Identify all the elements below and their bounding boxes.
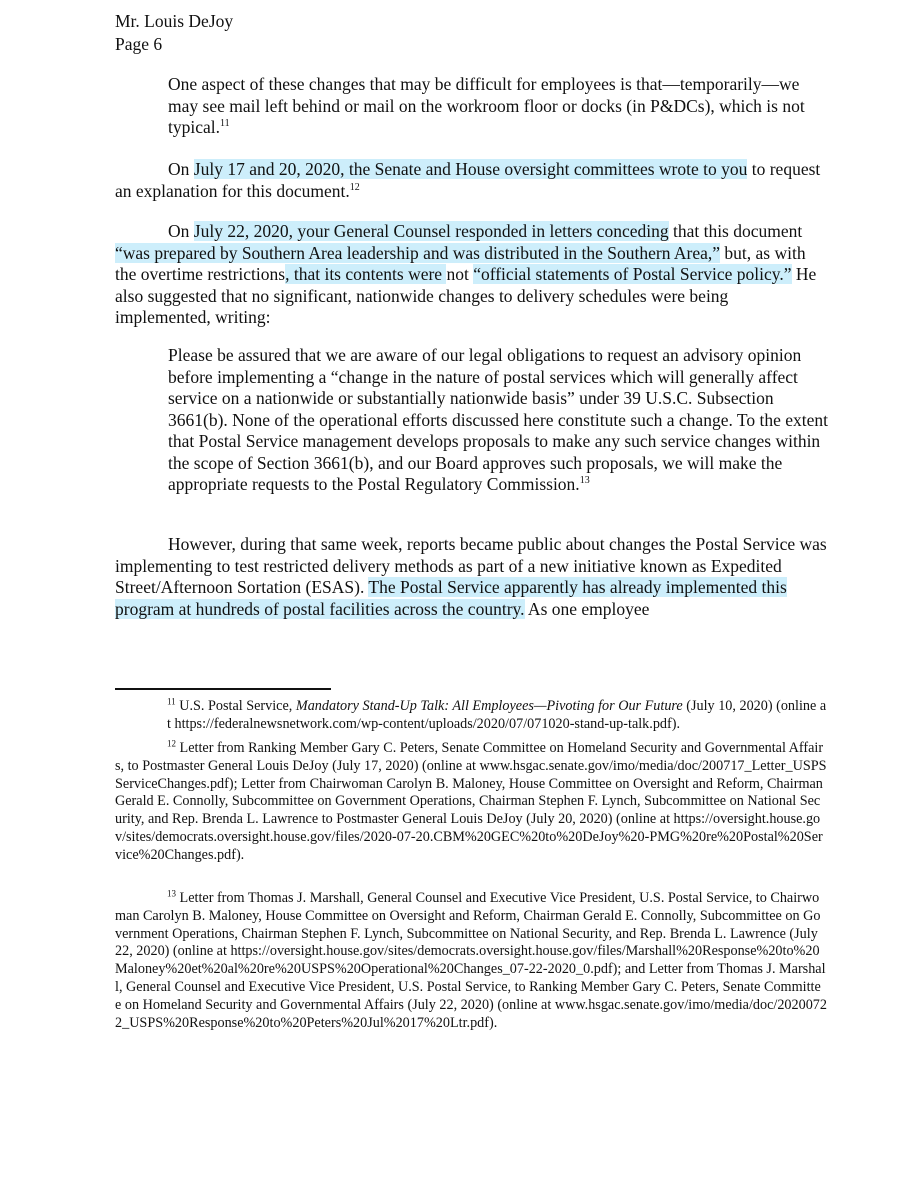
page-number: Page 6 bbox=[115, 34, 163, 54]
footnote-13 bbox=[115, 890, 827, 1032]
footnote-13-text: Letter from Thomas J. Marshall, General Counsel and Executive Vice President, U.S. Postal Service, to Chairwoman Carolyn B. Maloney, House Committee on Oversight and Reform, Chairman Gerald E. Connolly, Subcommittee on Government Operations, Chairman Stephen F. Lynch, Subcommittee on National Security, and Rep. Brenda L. Lawrence (July 22, 2020) (online at https://oversight.house.gov/sites/democrats.oversight.house.gov/files/Marshall%20Response%20to%20Maloney%20et%20al%20re%20USPS%20Operational%20Changes_07-22-2020_0.pdf); and Letter from Thomas J. Marshall, General Counsel and Executive Vice President, U.S. Postal Service, to Ranking Member Gary C. Peters, Senate Committee on Homeland Security and Governmental Affairs (July 22, 2020) (online at www.hsgac.senate.gov/imo/media/doc/20200722_USPS%20Response%20to%20Peters%20Jul%2017%20Ltr.pdf). bbox=[115, 890, 827, 1031]
paragraph-2 bbox=[115, 221, 827, 329]
footnote-11-number: 11 bbox=[167, 696, 176, 707]
footnote-11-post: (July 10, 2020) (online at https://federalnewsnetwork.com/wp-content/uploads/2020/07/071020-stand-up-talk.pdf). bbox=[167, 698, 827, 732]
footnote-ref-12[interactable]: 12 bbox=[349, 181, 360, 193]
footnote-11-pre: U.S. Postal Service, bbox=[179, 698, 296, 714]
paragraph-1-pre: On bbox=[168, 159, 194, 179]
paragraph-3-pre: However, during that same week, reports became public about changes the Postal Service was implementing to test restricted delivery methods as part of a new initiative known as Expedited Street/Afternoon Sortation (ESAS). bbox=[115, 534, 827, 597]
footnote-11-title: Mandatory Stand-Up Talk: All Employees—Pivoting for Our Future bbox=[295, 698, 683, 714]
footnote-separator bbox=[115, 688, 331, 690]
footnote-ref-11[interactable]: 11 bbox=[220, 118, 230, 130]
paragraph-1 bbox=[115, 159, 827, 202]
footnote-ref-13[interactable]: 13 bbox=[579, 475, 590, 487]
paragraph-3-post: As one employee bbox=[524, 598, 650, 619]
footnote-12-text: Letter from Ranking Member Gary C. Peters, Senate Committee on Homeland Security and Governmental Affairs, to Postmaster General Louis DeJoy (July 17, 2020) (online at www.hsgac.senate.gov/imo/media/doc/200717_Letter_USPSServiceChanges.pdf); Letter from Chairwoman Carolyn B. Maloney, House Committee on Oversight and Reform, Chairman Gerald E. Connolly, Subcommittee on Government Operations, Chairman Stephen F. Lynch, Subcommittee on National Security, and Rep. Brenda L. Lawrence to Postmaster General Louis DeJoy (July 20, 2020) (online at https://oversight.house.gov/sites/democrats.oversight.house.gov/files/2020-07-20.CBM%20GEC%20to%20DeJoy%20-PMG%20re%20Postal%20Service%20Changes.pdf). bbox=[115, 740, 827, 863]
paragraph-1-post: to request an explanation for this document. bbox=[115, 159, 821, 201]
footnote-13-number: 13 bbox=[167, 888, 176, 899]
highlight-esas-program: The Postal Service apparently has already implemented this program at hundreds of postal facilities across the country. bbox=[115, 577, 787, 619]
block-quote-2 bbox=[168, 345, 828, 496]
recipient-name: Mr. Louis DeJoy bbox=[115, 11, 234, 31]
highlight-contents-were: , that its contents were bbox=[285, 264, 447, 284]
block-quote-2-text: Please be assured that we are aware of our legal obligations to request an advisory opinion before implementing a “change in the nature of postal services which will generally affect service on a nationwide or substantially nationwide basis” under 39 U.S.C. Subsection 3661(b). None of the operational efforts discussed here constitute such a change. To the extent that Postal Service management develops proposals to make any such service changes within the scope of Section 3661(b), and our Board approves such proposals, we will make the appropriate requests to the Postal Regulatory Commission. bbox=[168, 345, 829, 494]
block-quote-1 bbox=[168, 74, 828, 139]
paragraph-3 bbox=[115, 534, 827, 620]
footnote-12-number: 12 bbox=[167, 738, 176, 749]
footnote-11 bbox=[115, 698, 827, 734]
highlight-southern-area-quote: “was prepared by Southern Area leadership and was distributed in the Southern Area,” bbox=[115, 242, 721, 263]
highlight-official-statements: “official statements of Postal Service policy.” bbox=[473, 264, 792, 284]
footnote-12 bbox=[115, 740, 827, 865]
highlight-general-counsel: July 22, 2020, your General Counsel responded in letters conceding bbox=[193, 221, 669, 241]
paragraph-2-pre: On bbox=[168, 221, 194, 241]
highlight-senate-house-letters: July 17 and 20, 2020, the Senate and House oversight committees wrote to you bbox=[193, 159, 748, 179]
paragraph-2-mid1: that this document bbox=[668, 221, 803, 241]
paragraph-2-post: He also suggested that no significant, nationwide changes to delivery schedules were being implemented, writing: bbox=[115, 264, 817, 327]
paragraph-2-mid2: but, as with the overtime restrictions bbox=[115, 242, 806, 284]
block-quote-1-text: One aspect of these changes that may be difficult for employees is that—temporarily—we may see mail left behind or mail on the workroom floor or docks (in P&DCs), which is not typical. bbox=[168, 74, 805, 137]
page-header bbox=[115, 10, 233, 56]
paragraph-2-mid3: not bbox=[446, 264, 474, 284]
